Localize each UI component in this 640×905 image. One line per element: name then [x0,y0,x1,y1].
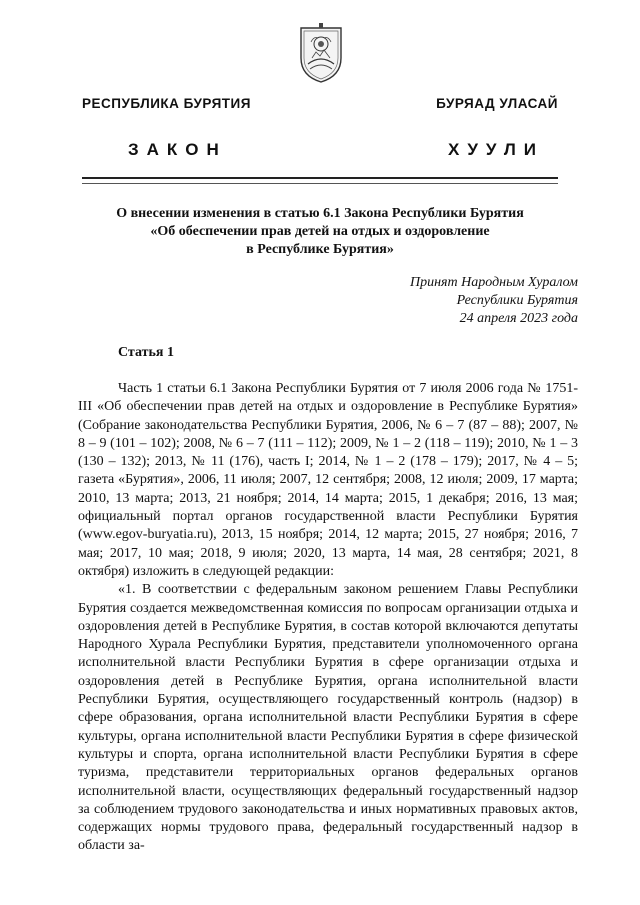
header-divider-thick [82,177,558,179]
article-body [78,380,578,856]
adoption-line-2: Республики Бурятия [456,293,578,308]
republic-name-bu: БУРЯАД УЛАСАЙ [436,96,558,111]
adoption-note [410,274,578,328]
adoption-line-1: Принят Народным Хуралом [409,275,578,290]
article-paragraph: Часть 1 статьи 6.1 Закона Республики Бурятия от 7 июля 2006 года № 1751-III «Об обеспечении прав детей на отдых и оздоровление в Республике Бурятия» (Собрание законодательства Республики Бурятия, 2006, № 6 – 7 (87 – 88); 2007, № 8 – 9 (101 – 102); 2008, № 6 – 7 (111 – 112); 2009, № 1 – 2 (118 – 119); 2010, № 1 – 3 (130 – 132); 2013, № 11 (176), часть I; 2014, № 1 – 2 (178 – 179); 2017, № 4 – 5; газета «Бурятия», 2006, 11 июля; 2007, 12 сентября; 2008, 12 июля; 2009, 17 марта; 2010, 13 марта; 2013, 21 ноября; 2014, 14 марта; 2015, 1 декабря; 2016, 13 мая; официальный портал органов государственной власти Республики Бурятия (www.egov-buryatia.ru), 2013, 15 ноября; 2014, 12 марта; 2015, 27 ноября; 2016, 7 мая; 2017, 10 мая; 2018, 9 июля; 2020, 13 марта, 14 мая, 28 сентября; 2021, 8 октября) изложить в следующей редакции: [78,381,578,579]
document-title [60,205,580,259]
republic-name-ru: РЕСПУБЛИКА БУРЯТИЯ [82,96,251,111]
law-label-bu: ХУУЛИ [448,140,544,159]
buryatia-emblem-icon [298,22,344,84]
title-line-3: в Республике Бурятия» [246,242,394,257]
title-line-1: О внесении изменения в статью 6.1 Закона Республики Бурятия [116,206,524,221]
header-divider-thin [82,183,558,184]
law-label-ru: ЗАКОН [128,140,227,159]
article-paragraph: «1. В соответствии с федеральным законом решением Главы Республики Бурятия создается межведомственная комиссия по вопросам организации отдыха и оздоровления детей в Республике Бурятия, в состав которой включаются депутаты Народного Хурала Республики Бурятия, представители уполномоченного органа исполнительной власти Республики Бурятия в сфере организации отдыха и оздоровления детей в Республике Бурятия, органа исполнительной власти Республики Бурятия, осуществляющего государственный контроль (надзор) в сфере образования, органа исполнительной власти Республики Бурятия в сфере культуры, органа исполнительной власти Республики Бурятия в сфере физической культуры и спорта, органа исполнительной власти Республики Бурятия в сфере туризма, представители территориальных органов федеральных органов исполнительной власти, осуществляющих федеральный государственный надзор за соблюдением трудового законодательства и иных нормативных правовых актов, содержащих нормы трудового права, федеральный государственный надзор в области за- [78,582,578,854]
title-line-2: «Об обеспечении прав детей на отдых и оздоровление [150,224,490,239]
adoption-date: 24 апреля 2023 года [459,311,578,326]
article-heading: Статья 1 [118,345,174,360]
